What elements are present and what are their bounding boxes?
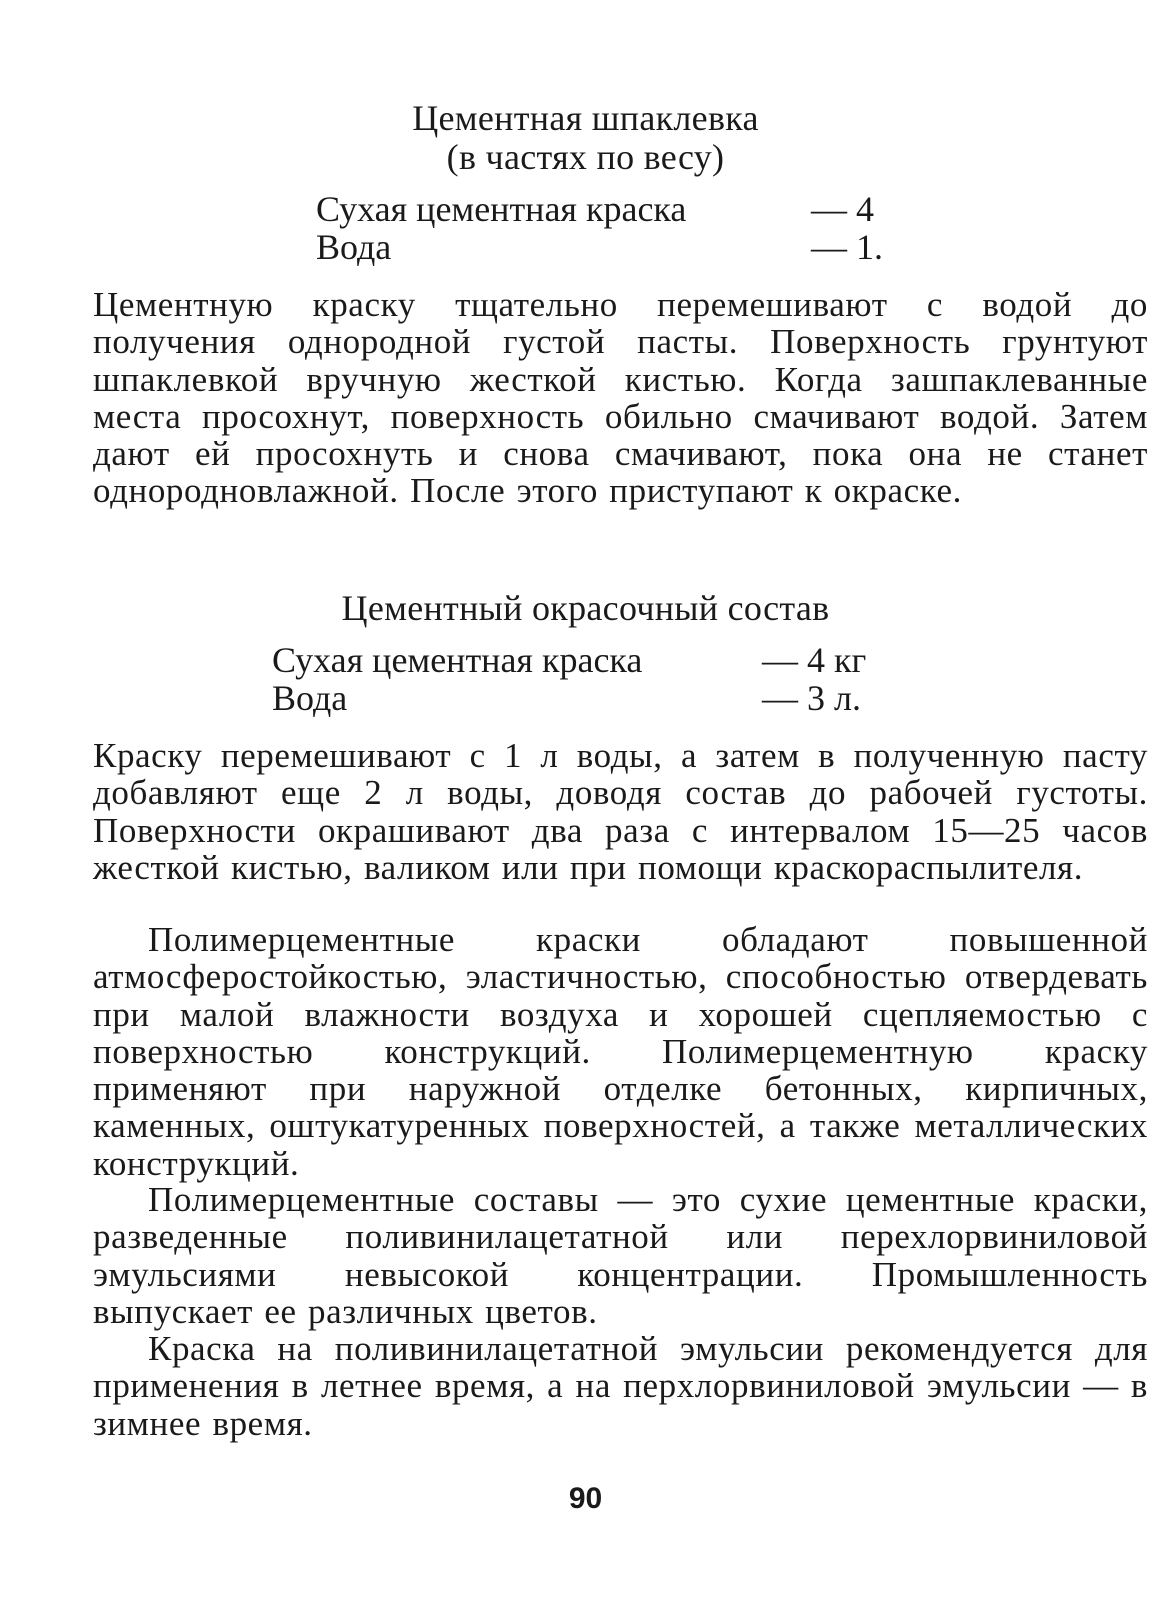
page-number: 90 — [568, 1482, 603, 1515]
ingredient-qty: — 3 л. — [762, 678, 861, 718]
body-paragraph: Краска на поливинилацетатной эмульсии рекомендуется для применения в летнее время, а на перхлорвиниловой эмульсии — в зимнее время. — [93, 1329, 1148, 1443]
section2-title: Цементный окрасочный состав — [341, 588, 830, 628]
recipe-row — [316, 190, 883, 228]
section1-title: Цементная шпаклевка — [412, 98, 759, 138]
ingredient-name: Вода — [272, 678, 348, 718]
body-paragraph: Полимерцементные краски обладают повышенной атмосферостойкостью, эластичностью, способностью отвердевать при малой влажности воздуха и хорошей сцепляемостью с поверхностью конструкций. Полимерцементную краску применяют при наружной отделке бетонных, кирпичных, каменных, оштукатуренных поверхностей, а также металлических конструкций. — [93, 920, 1148, 1183]
ingredient-name: Сухая цементная краска — [316, 189, 687, 229]
section1-subtitle: (в частях по весу) — [446, 137, 725, 177]
recipe-row — [272, 679, 866, 717]
body-paragraph: Полимерцементные составы — это сухие цементные краски, разведенные поливинилацетатной или перехлорвиниловой эмульсиями невысокой концентрации. Промышленность выпускает ее различных цветов. — [93, 1180, 1148, 1331]
recipe-row — [272, 641, 866, 679]
recipe-row — [316, 228, 883, 266]
ingredient-name: Вода — [316, 227, 392, 267]
ingredient-qty: — 4 кг — [762, 640, 867, 680]
section1-recipe — [316, 190, 883, 266]
section2-recipe — [272, 641, 866, 717]
section1-paragraph: Цементную краску тщательно перемешивают с водой до получения однородной густой пасты. Поверхность грунтуют шпаклевкой вручную жесткой кистью. Когда зашпаклеванные места просохнут, поверхность обильно смачивают водой. Затем дают ей просохнуть и снова смачивают, пока она не станет однородновлажной. После этого приступают к окраске. — [93, 285, 1148, 511]
ingredient-qty: — 1. — [811, 227, 883, 267]
ingredient-qty: — 4 — [811, 189, 874, 229]
section2-paragraph: Краску перемешивают с 1 л воды, а затем в полученную пасту добавляют еще 2 л воды, доводя состав до рабочей густоты. Поверхности окрашивают два раза с интервалом 15—25 часов жесткой кистью, валиком или при помощи краскораспылителя. — [93, 736, 1148, 887]
ingredient-name: Сухая цементная краска — [272, 640, 643, 680]
